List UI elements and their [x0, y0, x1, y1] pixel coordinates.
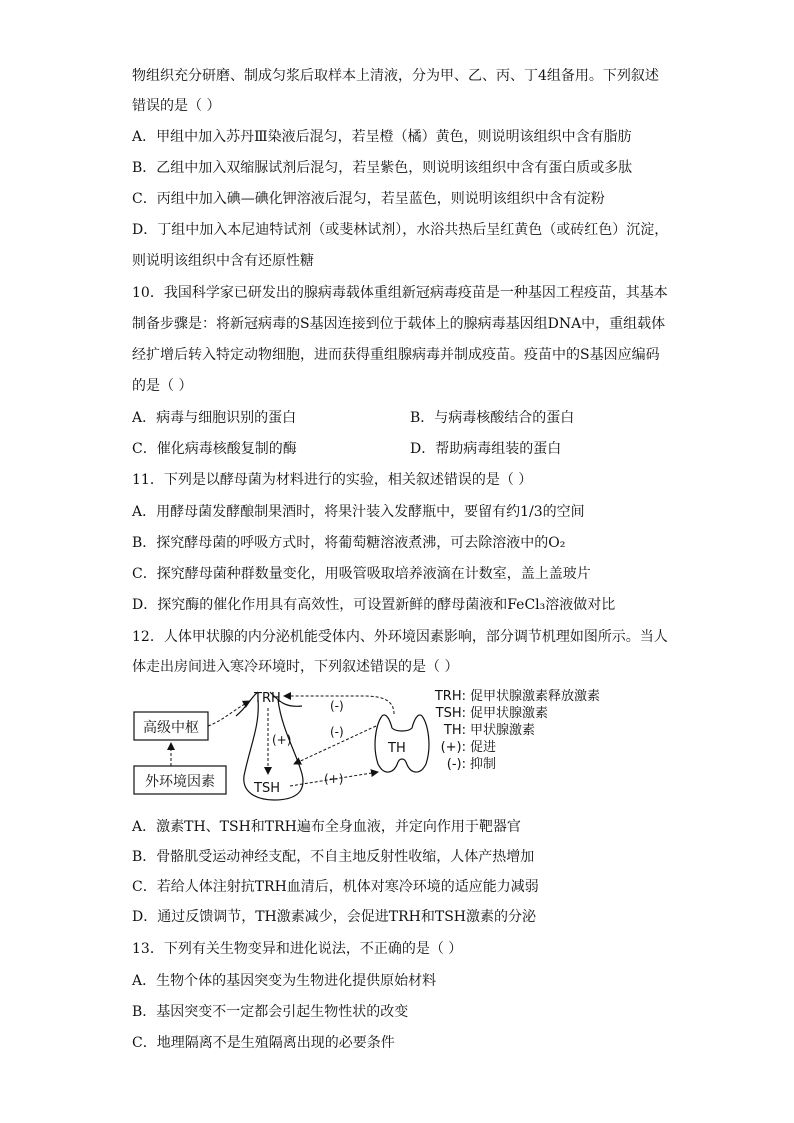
q10-stem-line2: 制备步骤是：将新冠病毒的S基因连接到位于载体上的腺病毒基因组DNA中，重组载体	[132, 316, 666, 332]
q10-option-d: D．帮助病毒组装的蛋白	[410, 441, 562, 457]
env-factor-label: 外环境因素	[145, 774, 215, 790]
q9-option-c: C．丙组中加入碘—碘化钾溶液后混匀，若呈蓝色，则说明该组织中含有淀粉	[132, 191, 605, 207]
q9-option-d-line1: D．丁组中加入本尼迪特试剂（或斐林试剂），水浴共热后呈红黄色（或砖红色）沉淀，	[132, 222, 669, 238]
plus-label-tsh: (+)	[324, 772, 344, 786]
q11-option-c: C．探究酵母菌种群数量变化，用吸管吸取培养液滴在计数室，盖上盖玻片	[132, 566, 591, 582]
q10-stem-line1: 10．我国科学家已研发出的腺病毒载体重组新冠病毒疫苗是一种基因工程疫苗，其基本	[132, 285, 668, 301]
legend-row: TSH: 促甲状腺激素	[435, 706, 549, 721]
q11-option-a: A．用酵母菌发酵酿制果酒时，将果汁装入发酵瓶中，要留有约1/3的空间	[132, 504, 585, 520]
q12-option-c: C．若给人体注射抗TRH血清后，机体对寒冷环境的适应能力减弱	[132, 879, 539, 895]
q10-option-a: A．病毒与细胞识别的蛋白	[132, 410, 297, 426]
legend-row: TRH: 促甲状腺激素释放激素	[434, 689, 601, 704]
legend-row: TH: 甲状腺激素	[443, 723, 536, 738]
minus-label-tsh: (-)	[330, 725, 344, 739]
trh-label: TRH	[254, 691, 281, 706]
th-label: TH	[388, 741, 406, 756]
q9-option-d-line2: 则说明该组织中含有还原性糖	[132, 253, 314, 269]
q9-option-a: A．甲组中加入苏丹Ⅲ染液后混匀，若呈橙（橘）黄色，则说明该组织中含有脂肪	[132, 129, 632, 145]
q12-option-b: B．骨骼肌受运动神经支配，不自主地反射性收缩，人体产热增加	[132, 849, 535, 865]
q13-option-c: C．地理隔离不是生殖隔离出现的必要条件	[132, 1035, 395, 1051]
q9-stem-line2: 错误的是（ ）	[132, 98, 221, 114]
q12-option-d: D．通过反馈调节，TH激素减少，会促进TRH和TSH激素的分泌	[132, 909, 536, 925]
q11-option-d: D．探究酶的催化作用具有高效性，可设置新鲜的酵母菌液和FeCl₃溶液做对比	[132, 597, 616, 613]
legend-row: (+): 促进	[440, 740, 497, 755]
q13-stem: 13．下列有关生物变异和进化说法，不正确的是（ ）	[132, 941, 463, 957]
plus-label-trh: (+)	[272, 733, 292, 747]
q10-stem-line3: 经扩增后转入特定动物细胞，进而获得重组腺病毒并制成疫苗。疫苗中的S基因应编码	[132, 347, 660, 363]
q13-option-b: B．基因突变不一定都会引起生物性状的改变	[132, 1004, 409, 1020]
q10-option-c: C．催化病毒核酸复制的酶	[132, 441, 297, 457]
q12-stem-line1: 12．人体甲状腺的内分泌机能受体内、外环境因素影响，部分调节机理如图所示。当人	[132, 629, 668, 645]
q10-stem-line4: 的是（ ）	[132, 378, 193, 394]
q12-stem-line2: 体走出房间进入寒冷环境时，下列叙述错误的是（ ）	[132, 659, 459, 675]
q9-option-b: B．乙组中加入双缩脲试剂后混匀，若呈紫色，则说明该组织中含有蛋白质或多肽	[132, 160, 633, 176]
q11-stem: 11．下列是以酵母菌为材料进行的实验，相关叙述错误的是（ ）	[132, 472, 533, 488]
q10-option-b: B．与病毒核酸结合的蛋白	[410, 410, 575, 426]
q13-option-a: A．生物个体的基因突变为生物进化提供原始材料	[132, 973, 437, 989]
q9-stem-line1: 物组织充分研磨、制成匀浆后取样本上清液，分为甲、乙、丙、丁4组备用。下列叙述	[132, 68, 659, 84]
diagram-legend	[420, 688, 600, 773]
legend-row: (-): 抑制	[446, 757, 497, 772]
q12-option-a: A．激素TH、TSH和TRH遍布全身血液，并定向作用于靶器官	[132, 819, 521, 835]
high-center-label: 高级中枢	[143, 720, 199, 736]
q11-option-b: B．探究酵母菌的呼吸方式时，将葡萄糖溶液煮沸，可去除溶液中的O₂	[132, 535, 566, 551]
tsh-label: TSH	[254, 781, 280, 796]
minus-label-trh: (-)	[330, 699, 344, 713]
